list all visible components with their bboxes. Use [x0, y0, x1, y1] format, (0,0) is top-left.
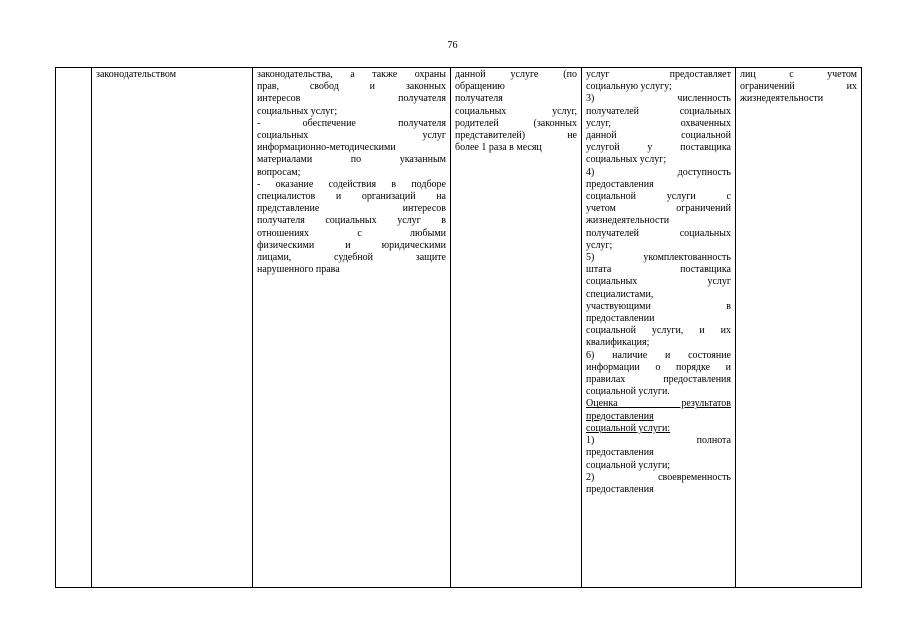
cell-line: специалистов и организаций на: [257, 191, 446, 203]
cell-line: материалами по указанным: [257, 154, 446, 166]
cell-line: получателя социальных услуг в: [257, 215, 446, 227]
cell-line: предоставлении: [586, 313, 655, 325]
cell-line: социальной услуги:: [586, 422, 671, 434]
cell-line: законодательством: [96, 69, 177, 80]
cell-line: представление интересов: [257, 203, 446, 215]
cell-line: правилах предоставления: [586, 374, 731, 386]
cell-line: физическими и юридическими: [257, 239, 446, 251]
cell-line: Оценка результатов: [586, 398, 731, 410]
cell-line: квалификация;: [586, 337, 650, 349]
cell-line: информации о порядке и: [586, 361, 731, 373]
document-table: [55, 67, 862, 588]
cell-line: лиц с учетом: [740, 69, 857, 80]
cell-line: социальной услуги с: [586, 191, 731, 203]
cell-service-description: [253, 68, 451, 588]
cell-line: получателя: [455, 93, 503, 105]
cell-line: социальной услуги.: [586, 386, 670, 398]
cell-line: предоставления: [586, 178, 654, 190]
cell-service-name: [92, 68, 253, 588]
cell-number: [56, 68, 92, 588]
cell-line: представителей) не: [455, 130, 577, 142]
cell-line: отношениях с любыми: [257, 227, 446, 239]
cell-line: 1) полнота: [586, 435, 731, 447]
cell-line: услуг предоставляет: [586, 69, 731, 80]
cell-line: специалистами,: [586, 288, 654, 300]
cell-service-frequency: [451, 68, 582, 588]
cell-line: нарушенного права: [257, 264, 340, 276]
cell-line: социальной услуги;: [586, 459, 671, 471]
cell-line: получателей социальных: [586, 227, 731, 239]
cell-line: услугой у поставщика: [586, 142, 731, 154]
cell-line: законодательства, а также охраны: [257, 69, 446, 80]
cell-line: ограничений их: [740, 81, 857, 93]
cell-line: предоставления: [586, 447, 654, 459]
cell-line: родителей (законных: [455, 117, 577, 129]
cell-line: данной услуге (по: [455, 69, 577, 80]
cell-line: социальной услуги, и их: [586, 325, 731, 337]
cell-line: обращению: [455, 81, 505, 93]
cell-quality-indicators: [582, 68, 736, 588]
cell-line: информационно-методическими: [257, 142, 396, 154]
cell-line: социальных услуг;: [257, 105, 338, 117]
cell-line: 2) своевременность: [586, 471, 731, 483]
cell-line: более 1 раза в месяц: [455, 142, 542, 154]
cell-line: социальных услуг;: [586, 154, 667, 166]
cell-line: предоставления: [586, 410, 654, 422]
cell-line: социальных услуг: [257, 130, 446, 142]
cell-line: 6) наличие и состояние: [586, 349, 731, 361]
cell-line: услуг;: [586, 239, 613, 251]
cell-line: лицами, судебной защите: [257, 252, 446, 264]
cell-line: получателей социальных: [586, 105, 731, 117]
cell-line: участвующими в: [586, 300, 731, 312]
table-row: [56, 68, 862, 588]
cell-line: жизнедеятельности: [740, 93, 824, 105]
cell-line: социальную услугу;: [586, 81, 672, 93]
cell-line: услуг, охваченных: [586, 117, 731, 129]
cell-line: данной социальной: [586, 130, 731, 142]
cell-line: - оказание содействия в подборе: [257, 178, 446, 190]
cell-line: - обеспечение получателя: [257, 117, 446, 129]
cell-service-conditions: [736, 68, 862, 588]
cell-line: 5) укомплектованность: [586, 252, 731, 264]
cell-line: вопросам;: [257, 166, 301, 178]
cell-line: учетом ограничений: [586, 203, 731, 215]
cell-line: 3) численность: [586, 93, 731, 105]
cell-line: жизнедеятельности: [586, 215, 670, 227]
cell-line: предоставления: [586, 483, 654, 495]
cell-line: социальных услуг: [586, 276, 731, 288]
cell-line: 4) доступность: [586, 166, 731, 178]
cell-line: штата поставщика: [586, 264, 731, 276]
cell-line: социальных услуг,: [455, 105, 577, 117]
cell-line: прав, свобод и законных: [257, 81, 446, 93]
cell-line: интересов получателя: [257, 93, 446, 105]
page-number: 76: [447, 40, 458, 51]
